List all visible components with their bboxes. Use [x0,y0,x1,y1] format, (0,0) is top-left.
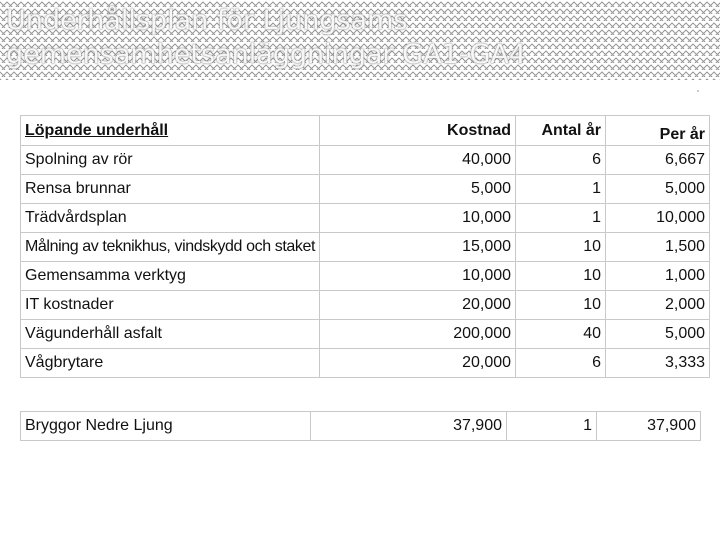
cell-cost: 20,000 [320,349,516,378]
cell-years: 10 [516,291,606,320]
cell-per-year: 37,900 [597,412,701,441]
table-row [21,262,710,291]
cell-cost: 15,000 [320,233,516,262]
slide-title [6,4,706,72]
cell-cost: 40,000 [320,146,516,175]
header-per-year: Per år [606,116,710,146]
cell-per-year: 5,000 [606,175,710,204]
cell-item: Vägunderhåll asfalt [21,320,320,349]
table-row [21,146,710,175]
maintenance-table [20,115,710,378]
cell-years: 1 [516,175,606,204]
cell-years: 1 [507,412,597,441]
cell-per-year: 2,000 [606,291,710,320]
table-row [21,175,710,204]
cell-per-year: 1,000 [606,262,710,291]
cell-per-year: 5,000 [606,320,710,349]
cell-cost: 37,900 [311,412,507,441]
table-row [21,291,710,320]
cell-item: Bryggor Nedre Ljung [21,412,311,441]
table-row [21,349,710,378]
cell-item: Gemensamma verktyg [21,262,320,291]
cell-cost: 5,000 [320,175,516,204]
cell-years: 10 [516,262,606,291]
stray-dot [697,90,699,92]
extra-table [20,411,701,441]
cell-item: IT kostnader [21,291,320,320]
cell-cost: 10,000 [320,204,516,233]
title-line-2: gemensamhetsanläggningar GA1-GA4 [6,39,527,70]
cell-per-year: 6,667 [606,146,710,175]
cell-item: Målning av teknikhus, vindskydd och staket [21,233,320,262]
cell-cost: 10,000 [320,262,516,291]
cell-item: Spolning av rör [21,146,320,175]
cell-item: Trädvårdsplan [21,204,320,233]
header-item: Löpande underhåll [21,116,320,146]
cell-per-year: 3,333 [606,349,710,378]
cell-cost: 200,000 [320,320,516,349]
title-band [0,0,720,80]
table-header-row [21,116,710,146]
cell-item: Vågbrytare [21,349,320,378]
title-line-1: Underhållsplan för Ljungsams [6,5,408,36]
table-row [21,233,710,262]
cell-item: Rensa brunnar [21,175,320,204]
cell-per-year: 1,500 [606,233,710,262]
cell-per-year: 10,000 [606,204,710,233]
cell-years: 1 [516,204,606,233]
cell-years: 6 [516,349,606,378]
header-cost: Kostnad [320,116,516,146]
cell-years: 10 [516,233,606,262]
table-row [21,204,710,233]
cell-cost: 20,000 [320,291,516,320]
header-years: Antal år [516,116,606,146]
cell-years: 6 [516,146,606,175]
table-row [21,412,701,441]
table-row [21,320,710,349]
cell-years: 40 [516,320,606,349]
